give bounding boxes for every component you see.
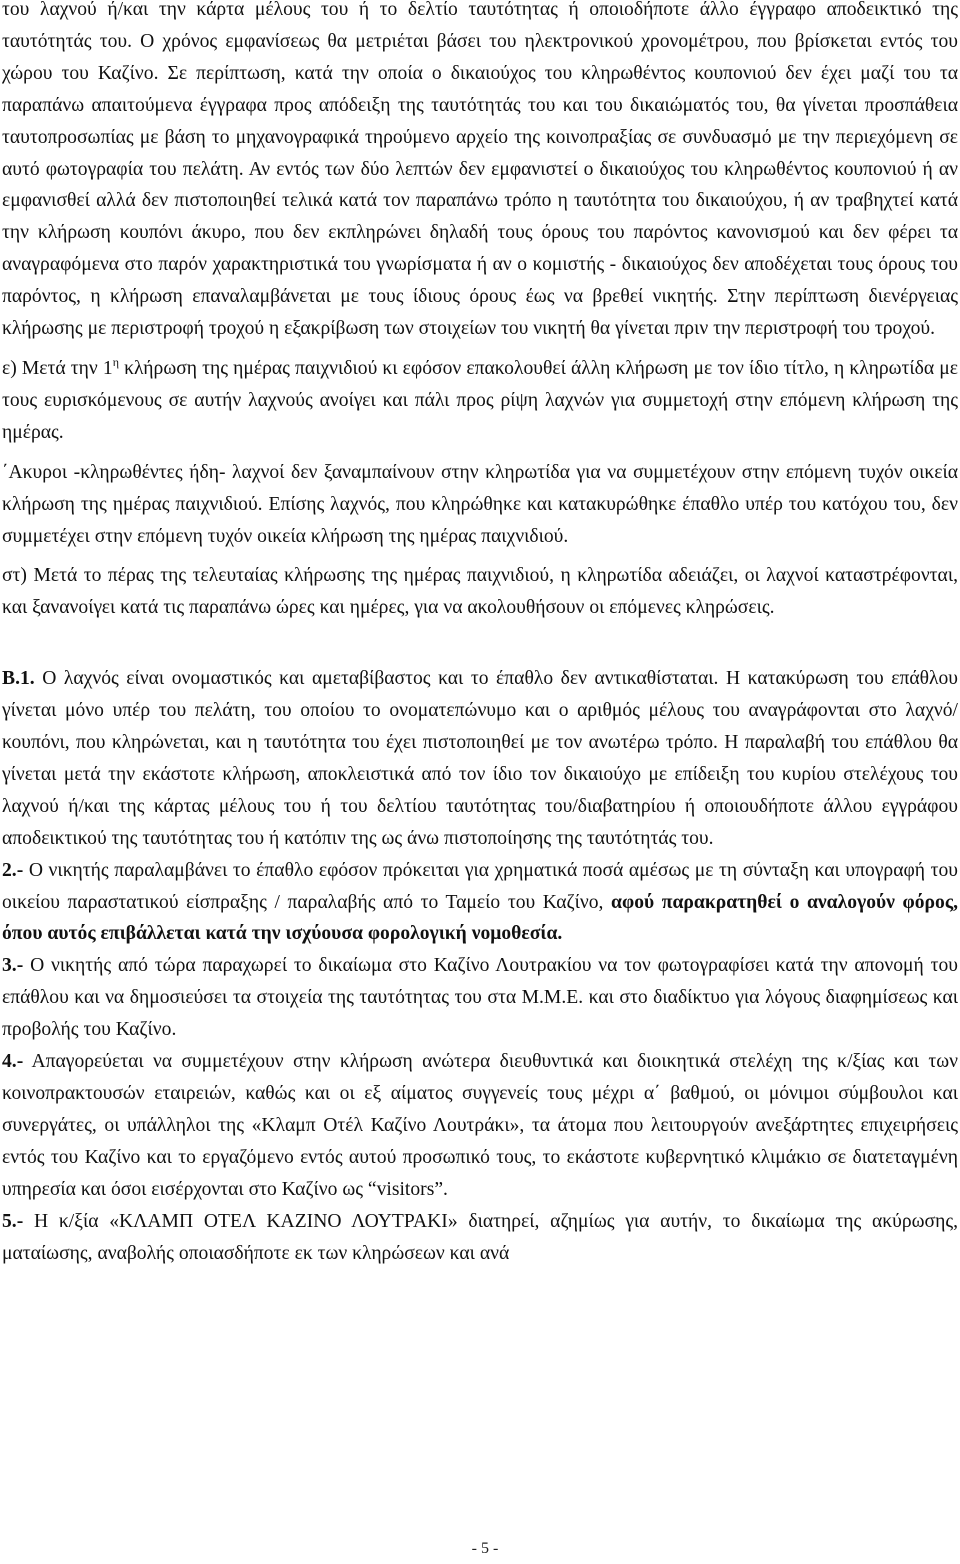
paragraph-text: κλήρωση της ημέρας παιχνιδιού κι εφόσον επακολουθεί άλλη κλήρωση με τον ίδιο τίτλο, η κληρωτίδα με τους ευρισκόμενους σε αυτήν λαχνούς ανοίγει και πάλι προς ρίψη λαχνών για συμμετοχή στην επόμενη κλήρωση της ημέρας. [2, 357, 959, 443]
section-b1 [2, 663, 958, 854]
paragraph-text: ΄Ακυροι -κληρωθέντες ήδη- λαχνοί δεν ξαναμπαίνουν στην κληρωτίδα για να συμμετέχουν στην επόμενη τυχόν οικεία κλήρωση της ημέρας παιχνιδιού. Επίσης λαχνός, που κληρώθηκε και κατακυρώθηκε έπαθλο υπέρ του κατόχου του, δεν συμμετέχει στην επόμενη τυχόν οικεία κλήρωση της ημέρας παιχνιδιού. [2, 461, 958, 547]
paragraph-text: Ο λαχνός είναι ονομαστικός και αμεταβίβαστος και το έπαθλο δεν αντικαθίσταται. Η κατακύρωση του επάθλου γίνεται μόνο υπέρ του πελάτη, του οποίου το ονοματεπώνυμο και ο αριθμός μέλους του αναγράφονται στο λαχνό/κουπόνι, που κληρώνεται, και η ταυτότητα του έχει πιστοποιηθεί με τον ανωτέρω τρόπο. Η παραλαβή του επάθλου θα γίνεται μετά την εκάστοτε κλήρωση, αποκλειστικά από τον ίδιο τον δικαιούχο με επίδειξη του κυρίου στελέχους του λαχνού ή/και της κάρτας μέλους του ή του δελτίου ταυτότητας του/διαβατηρίου ή οποιουδήποτε άλλου εγγράφου αποδεικτικού της ταυτότητας του ή κατόπιν της ως άνω πιστοποίησης της ταυτότητάς του. [2, 668, 958, 849]
item-3 [2, 950, 958, 1046]
paragraph-text: του λαχνού ή/και την κάρτα μέλους του ή το δελτίο ταυτότητας ή οποιοδήποτε άλλο έγγραφο αποδεικτικό της ταυτότητάς του. Ο χρόνος εμφανίσεως θα μετριέται βάσει του ηλεκτρονικού χρονομέτρου, που βρίσκεται εντός του χώρου του Καζίνο. Σε περίπτωση, κατά την οποία ο δικαιούχος του κληρωθέντος κουπονιού δεν έχει μαζί του τα παραπάνω απαιτούμενα έγγραφα προς απόδειξη της ταυτότητάς του και του δικαιώματός του, θα γίνεται προσπάθεια ταυτοπροσωπίας με βάση το μηχανογραφικά τηρούμενο αρχείο της κοινοπραξίας σε συνδυασμό με την περιεχόμενη σε αυτό φωτογραφία του πελάτη. Αν εντός των δύο λεπτών δεν εμφανιστεί ο δικαιούχος του κληρωθέντος κουπονιού ή αν εμφανισθεί αλλά δεν πιστοποιηθεί τελικά κατά τον παραπάνω τρόπο η ταυτότητα του δικαιούχου, ή αν τραβηχτεί κατά την κλήρωση κουπόνι άκυρο, που δεν εκπληρώνει δηλαδή τους όρους του παρόντος κανονισμού και δεν φέρει τα αναγραφόμενα στο παρόν χαρακτηριστικά του γνωρίσματα ή αν ο κομιστής - δικαιούχος δεν αποδέχεται τους όρους του παρόντος, η κλήρωση επαναλαμβάνεται με τους ίδιους όρους έως να βρεθεί νικητής. Στην περίπτωση διενέργειας κλήρωσης με περιστροφή τροχού η εξακρίβωση των στοιχείων του νικητή θα γίνεται πριν την περιστροφή του τροχού. [2, 0, 958, 340]
bold-clause: αφού παρακρατηθεί ο αναλογούν φόρος, όπου αυτός επιβάλλεται κατά την ισχύουσα φορολογική νομοθεσία. [2, 891, 958, 945]
paragraph-item-e [2, 353, 958, 449]
ordinal-superscript: η [112, 354, 119, 369]
item-5 [2, 1206, 958, 1270]
paragraph-text: στ) Μετά το πέρας της τελευταίας κλήρωσης της ημέρας παιχνιδιού, η κληρωτίδα αδειάζει, οι λαχνοί καταστρέφονται, και ξανανοίγει κατά τις παραπάνω ώρες και ημέρες, για να ακολουθήσουν οι επόμενες κληρώσεις. [2, 565, 958, 619]
paragraph-text: Ο νικητής από τώρα παραχωρεί το δικαίωμα στο Καζίνο Λουτρακίου να τον φωτογραφίσει κατά την απονομή του επάθλου και να δημοσιεύσει τα στοιχεία της ταυτότητας του στα Μ.Μ.Ε. και στο διαδίκτυο για λόγους διαφημίσεως και προβολής του Καζίνο. [2, 955, 958, 1041]
item-4 [2, 1046, 958, 1206]
item-label: 5.- [2, 1210, 24, 1232]
section-label: Β.1. [2, 668, 35, 690]
item-2 [2, 855, 958, 951]
paragraph-text: Απαγορεύεται να συμμετέχουν στην κλήρωση ανώτερα διευθυντικά και διοικητικά στελέχη της κ/ξίας και των κοινοπρακτουσών εταιρειών, καθώς και οι εξ αίματος συγγενείς τους μέχρι α΄ βαθμού, οι μόνιμοι σύμβουλοι και συνεργάτες, οι υπάλληλοι της «Κλαμπ Οτέλ Καζίνο Λουτράκι», τα άτομα που λειτουργούν ανεξάρτητες επιχειρήσεις εντός του Καζίνο και το εργαζόμενο εντός αυτού προσωπικό τους, το εκάστοτε κυβερνητικό κλιμάκιο σε διατεταγμένη υπηρεσία και όσοι εισέρχονται στο Καζίνο ως “visitors”. [2, 1051, 958, 1200]
paragraph-identity-verification [2, 0, 958, 345]
paragraph-item-st [2, 560, 958, 624]
item-label: 4.- [2, 1051, 24, 1073]
paragraph-text: ε) Μετά την 1 [2, 357, 113, 379]
item-label: 2.- [2, 859, 24, 881]
page-number: - 5 - [471, 1540, 499, 1557]
item-label: 3.- [2, 955, 24, 977]
paragraph-text: Ο νικητής παραλαμβάνει το έπαθλο εφόσον πρόκειται για χρηματικά ποσά αμέσως με τη σύνταξη και υπογραφή του οικείου παραστατικού είσπραξης / παραλαβής από το Ταμείο του Καζίνο, [2, 859, 958, 913]
paragraph-text: Η κ/ξία «ΚΛΑΜΠ ΟΤΕΛ ΚΑΖΙΝΟ ΛΟΥΤΡΑΚΙ» διατηρεί, αζημίως για αυτήν, το δικαίωμα της ακύρωσης, ματαίωσης, αναβολής οποιασδήποτε εκ των κληρώσεων και ανά [2, 1210, 958, 1264]
paragraph-void-tickets [2, 457, 958, 553]
